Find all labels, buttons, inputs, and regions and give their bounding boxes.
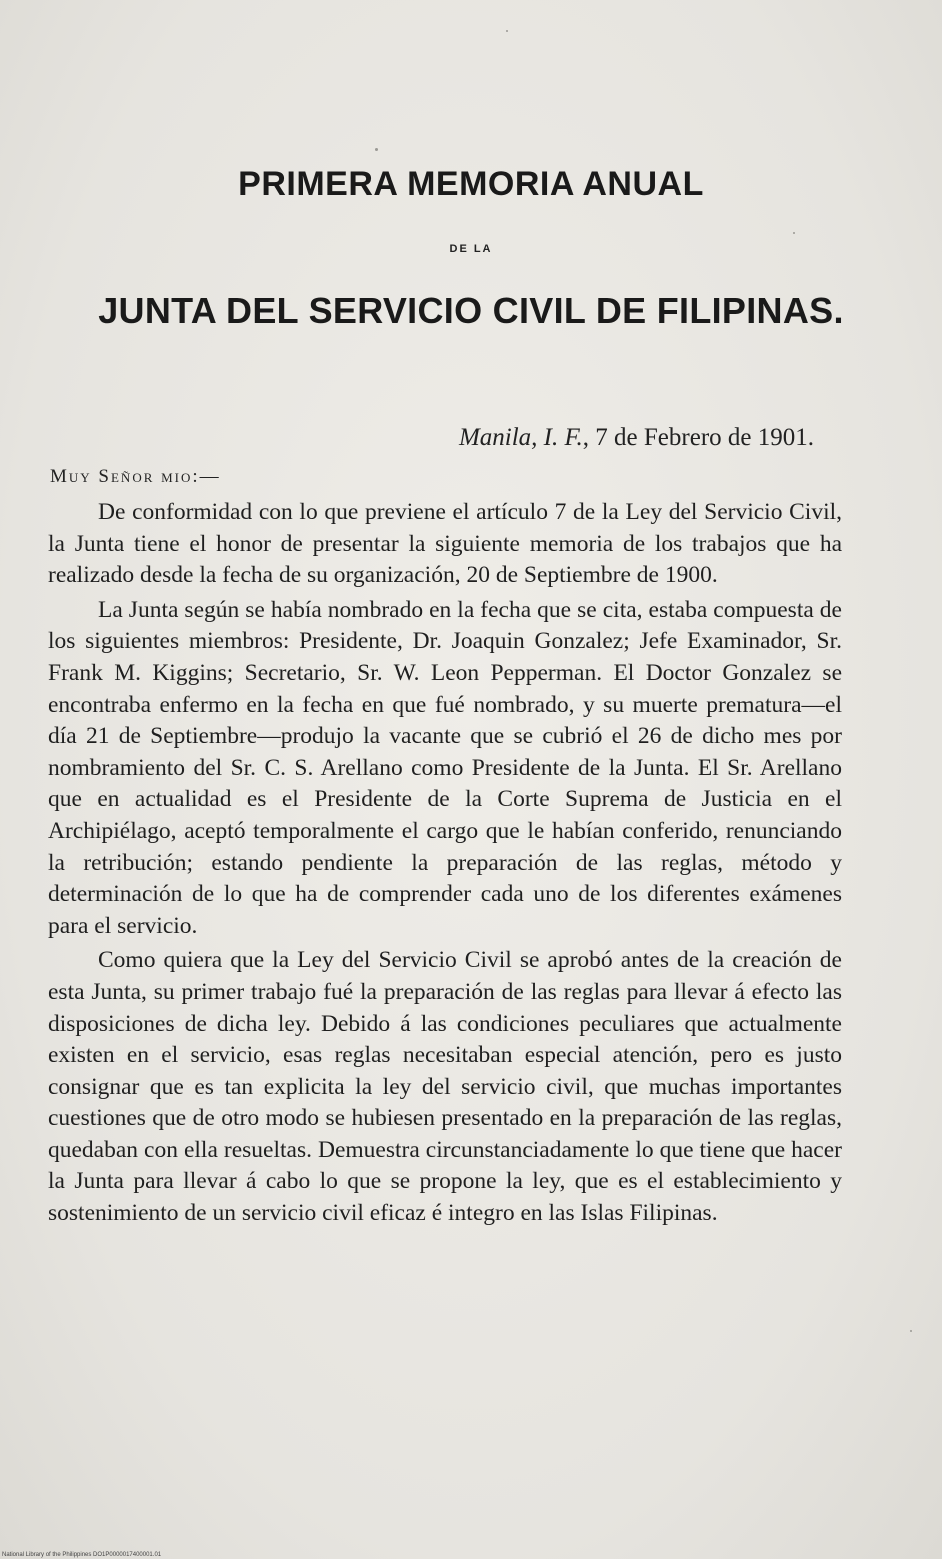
footer-credit: National Library of the Philippines DO1P0000017400001.01 <box>2 1552 162 1558</box>
letter-body <box>48 497 842 1230</box>
title-connector: DE LA <box>449 243 493 255</box>
salutation: Muy Señor mio:— <box>50 466 221 487</box>
paper-speck <box>793 232 795 234</box>
document-title: PRIMERA MEMORIA ANUAL <box>238 165 704 203</box>
dateline-place: Manila, I. F. <box>458 424 583 451</box>
paper-speck <box>910 1330 912 1332</box>
document-subtitle: JUNTA DEL SERVICIO CIVIL DE FILIPINAS. <box>98 290 844 331</box>
dateline-date: , 7 de Febrero de 1901. <box>582 424 814 451</box>
paper-speck <box>506 30 508 32</box>
dateline <box>459 424 814 452</box>
paragraph: La Junta según se había nombrado en la fecha que se cita, estaba compuesta de los siguientes miembros: Presidente, Dr. Joaquin Gonzalez; Jefe Examinador, Sr. Frank M. Kiggins; Secretario, Sr. W. Leon Pepperman. El Doctor Gonzalez se encontraba enfermo en la fecha en que fué nombrado, y su muerte prematura—el día 21 de Septiembre—produjo la vacante que se cubrió el 26 de dicho mes por nombramiento del Sr. C. S. Arellano como Presidente de la Junta. El Sr. Arellano que en actualidad es el Presidente de la Corte Suprema de Justicia en el Archipiélago, aceptó temporalmente el cargo que le habían conferido, renunciando la retribución; estando pendiente la preparación de las reglas, método y determinación de lo que ha de comprender cada uno de los diferentes exámenes para el servicio. <box>48 596 842 939</box>
paragraph: Como quiera que la Ley del Servicio Civil se aprobó antes de la creación de esta Junta, su primer trabajo fué la preparación de las reglas para llevar á efecto las disposiciones de dicha ley. Debido á las condiciones peculiares que actualmente existen en el servicio, esas reglas necesitaban especial atención, pero es justo consignar que es tan explicita la ley del servicio civil, que muchas importantes cuestiones que de otro modo se hubiesen presentado en la preparación de las reglas, quedaban con ella resueltas. Demuestra circunstanciadamente lo que tiene que hacer la Junta para llevar á cabo lo que se propone la ley, que es el establecimiento y sostenimiento de un servicio civil eficaz é integro en las Islas Filipinas. <box>48 947 842 1227</box>
paper-speck <box>375 148 378 151</box>
paragraph: De conformidad con lo que previene el artículo 7 de la Ley del Servicio Civil, la Junta tiene el honor de presentar la siguiente memoria de los trabajos que ha realizado desde la fecha de su organización, 20 de Septiembre de 1900. <box>48 499 842 589</box>
